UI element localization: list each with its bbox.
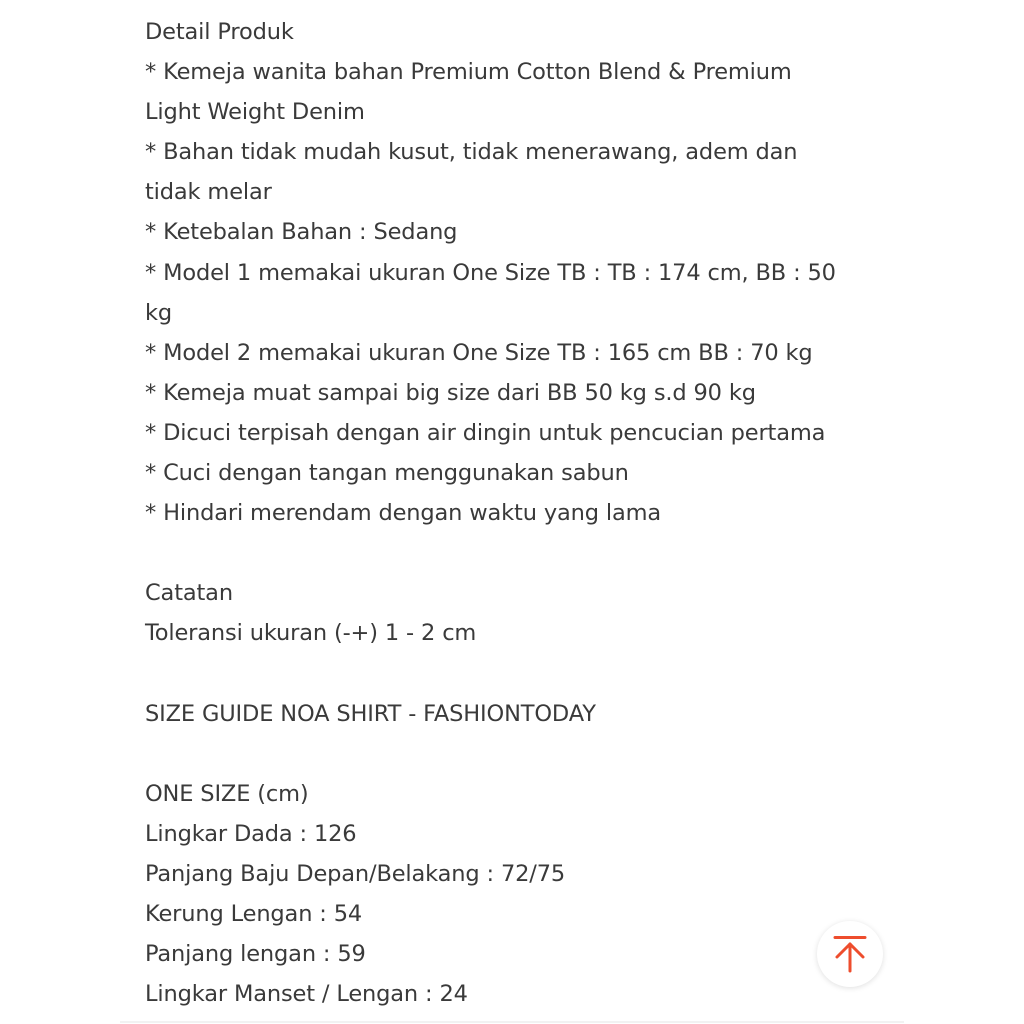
- measurement-line: Panjang Baju Depan/Belakang : 72/75: [145, 860, 566, 887]
- detail-line: * Model 1 memakai ukuran One Size TB : TB : 174 cm, BB : 50: [145, 259, 836, 286]
- spacer: [145, 654, 885, 694]
- measurement-line: Lingkar Manset / Lengan : 24: [145, 981, 468, 1008]
- detail-line: * Cuci dengan tangan menggunakan sabun: [145, 460, 629, 487]
- measurement-line: Panjang lengan : 59: [145, 941, 366, 968]
- detail-line: kg: [145, 299, 173, 326]
- size-guide-title: SIZE GUIDE NOA SHIRT - FASHIONTODAY: [145, 700, 596, 727]
- detail-line: * Model 2 memakai ukuran One Size TB : 165 cm BB : 70 kg: [145, 339, 813, 366]
- scroll-to-top-button[interactable]: [817, 921, 883, 987]
- detail-line: * Ketebalan Bahan : Sedang: [145, 219, 458, 246]
- measurement-line: Lingkar Dada : 126: [145, 820, 357, 847]
- measurement-line: Kerung Lengan : 54: [145, 901, 363, 928]
- detail-line: * Kemeja wanita bahan Premium Cotton Blend & Premium: [145, 59, 792, 86]
- size-label: ONE SIZE (cm): [145, 780, 309, 807]
- spacer: [145, 734, 885, 774]
- detail-line: * Kemeja muat sampai big size dari BB 50 kg s.d 90 kg: [145, 379, 756, 406]
- product-description: [145, 12, 885, 1014]
- detail-line: Light Weight Denim: [145, 99, 365, 126]
- detail-line: * Bahan tidak mudah kusut, tidak menerawang, adem dan: [145, 139, 798, 166]
- detail-line: tidak melar: [145, 179, 272, 206]
- detail-line: * Hindari merendam dengan waktu yang lama: [145, 500, 662, 527]
- spacer: [145, 533, 885, 573]
- notes-heading: Catatan: [145, 580, 233, 607]
- arrow-up-to-top-icon: [833, 935, 867, 973]
- notes-text: Toleransi ukuran (-+) 1 - 2 cm: [145, 620, 477, 647]
- detail-heading: Detail Produk: [145, 19, 294, 45]
- divider: [120, 1021, 904, 1023]
- detail-line: * Dicuci terpisah dengan air dingin untuk pencucian pertama: [145, 419, 826, 446]
